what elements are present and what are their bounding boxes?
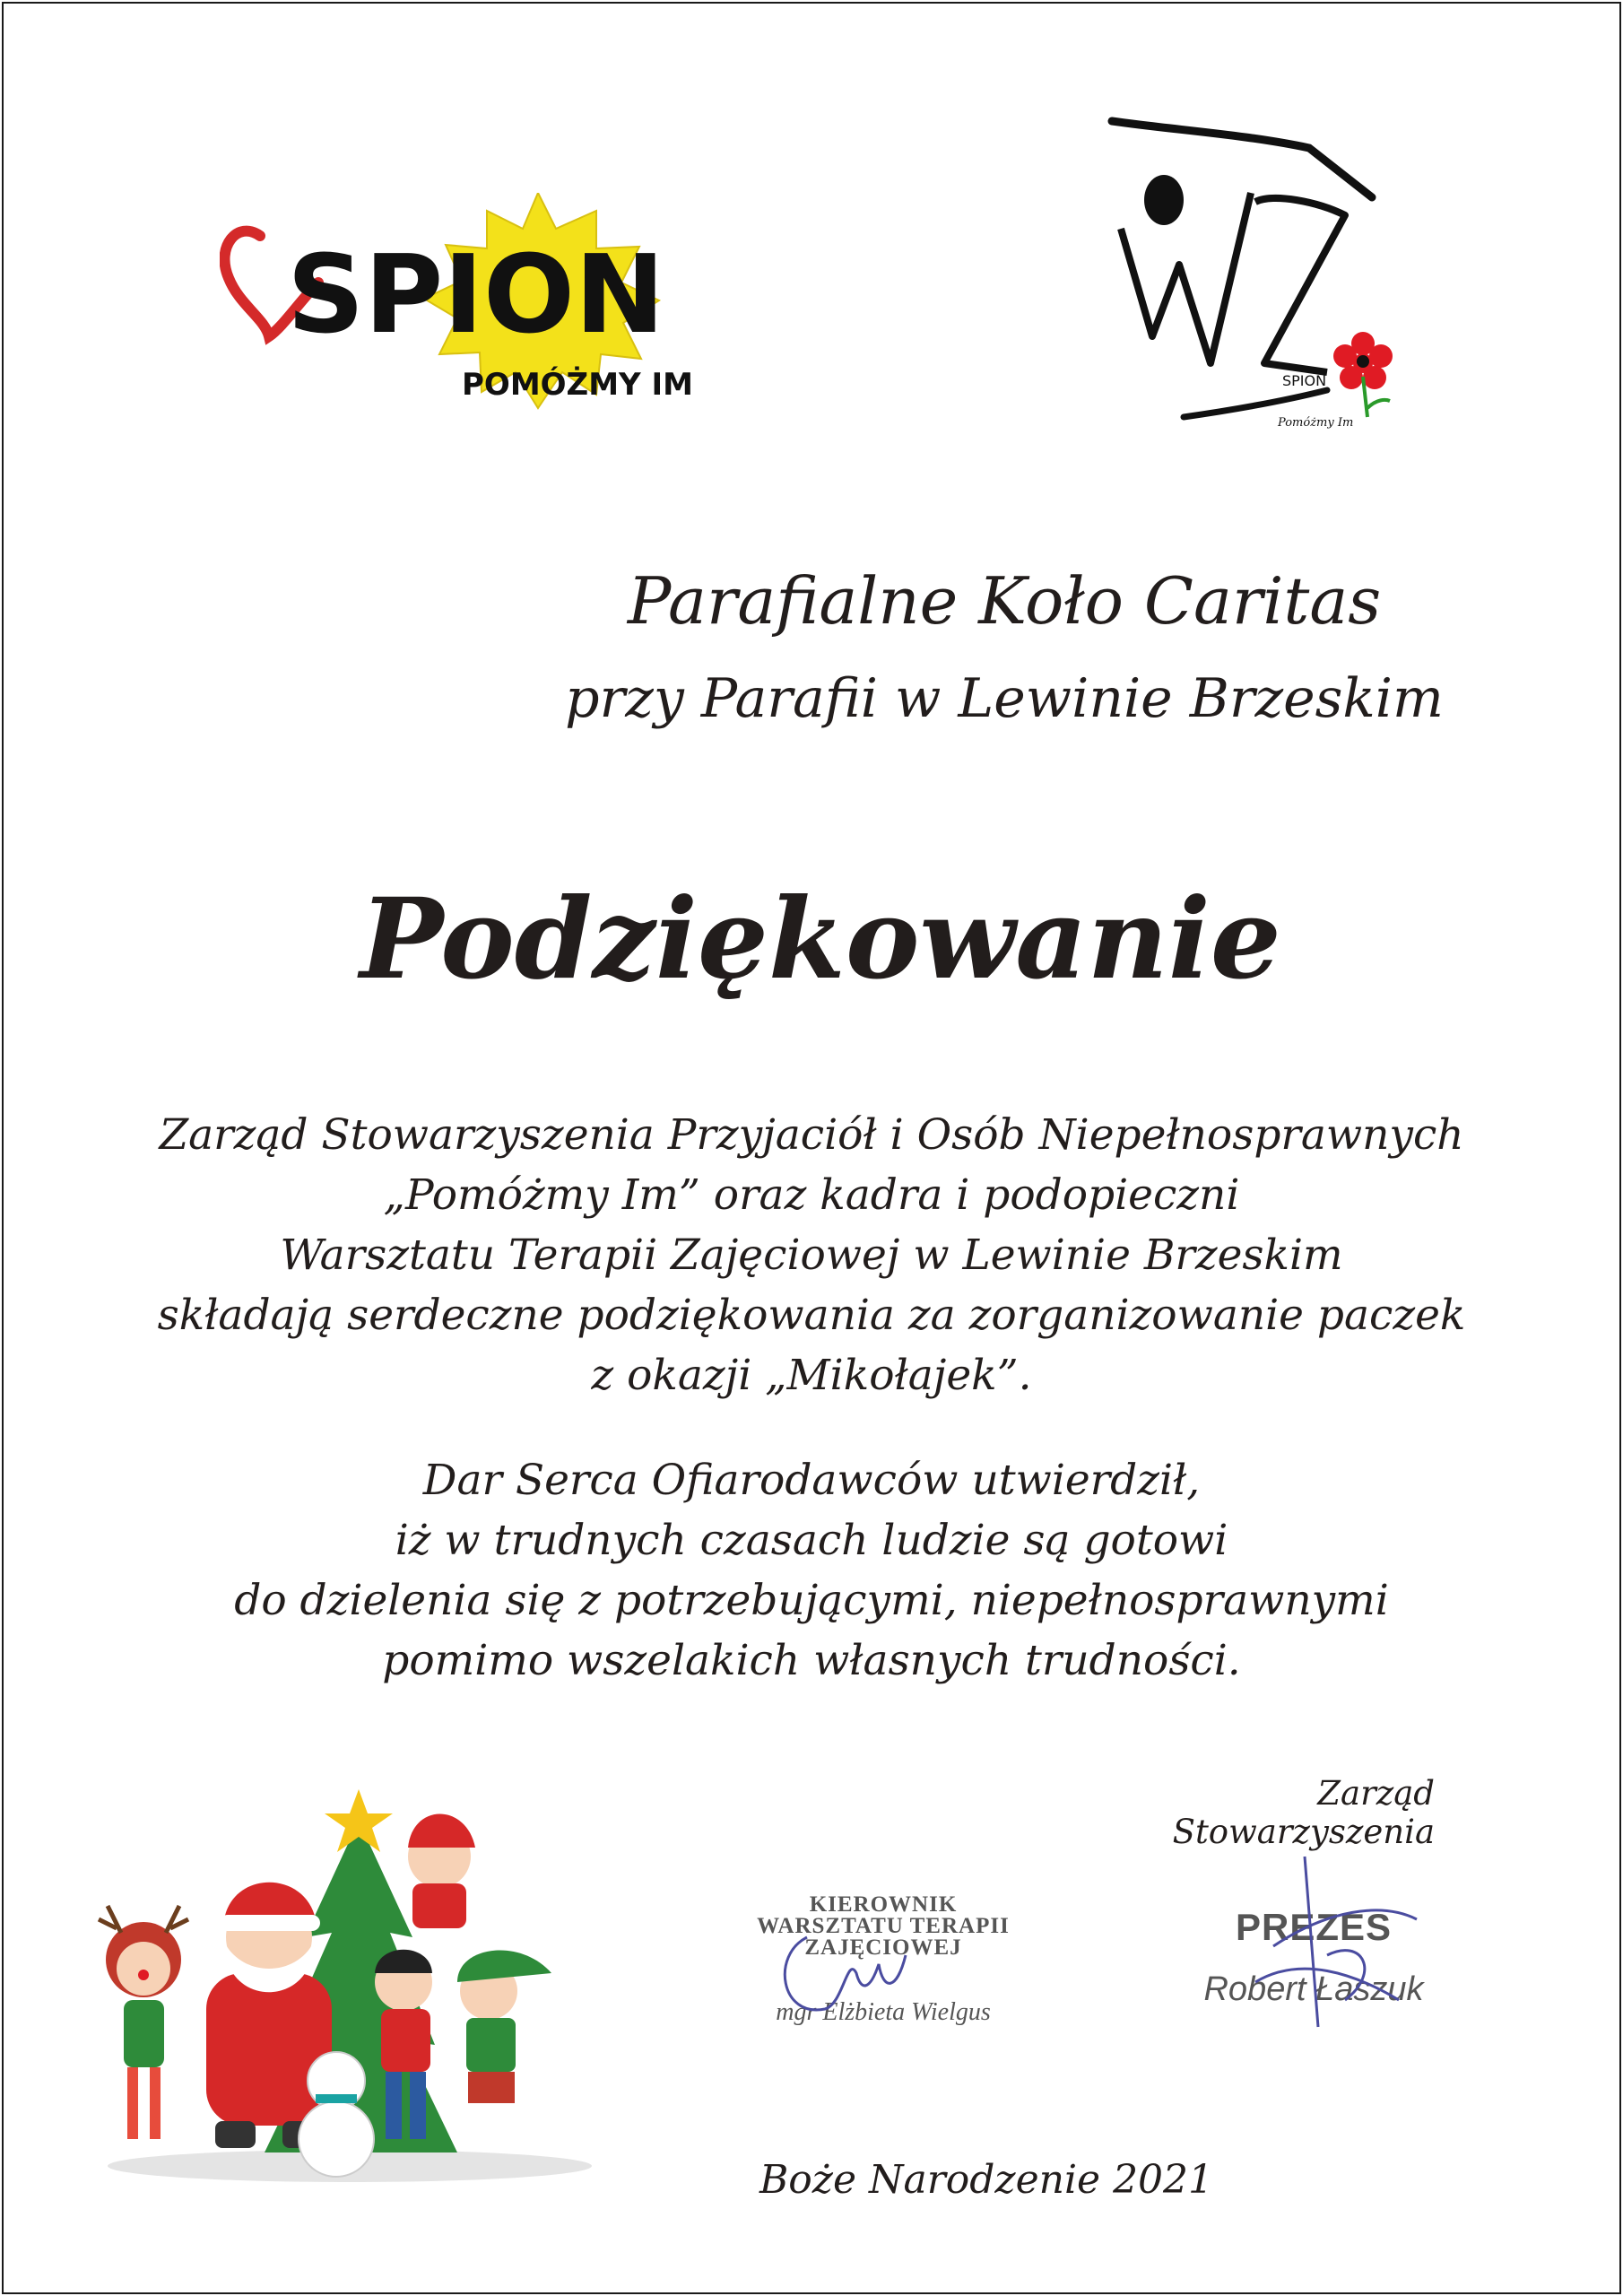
thanks-paragraph	[0, 1105, 1623, 1405]
paragraph-line: pomimo wszelakich własnych trudności.	[382, 1636, 1241, 1685]
stamp-line: WARSZTATU TERAPII	[757, 1914, 1010, 1938]
paragraph-line: do dzielenia się z potrzebującymi, niepełnosprawnymi	[234, 1576, 1389, 1625]
wtz-subtitle: SPION	[1282, 372, 1327, 389]
footer-date: Boże Narodzenie 2021	[759, 2157, 1214, 2203]
christmas-illustration	[81, 1785, 610, 2197]
flower-icon	[1333, 332, 1393, 417]
spion-wordmark: SPION	[287, 233, 665, 358]
wtz-tagline: Pomóżmy Im	[1278, 416, 1354, 430]
elf-boy-icon	[408, 1814, 475, 1929]
santa-icon	[206, 1883, 332, 2148]
paragraph-line: iż w trudnych czasach ludzie są gotowi	[395, 1516, 1228, 1565]
paragraph-line: składają serdeczne podziękowania za zorganizowanie paczek	[157, 1291, 1466, 1340]
snowman-icon	[299, 2052, 374, 2177]
wtz-logo	[1103, 112, 1417, 439]
page-title: Podziękowanie	[360, 874, 1281, 1004]
paragraph-line: z okazji „Mikołajek”.	[591, 1351, 1032, 1400]
manager-name: mgr Elżbieta Wielgus	[776, 1998, 991, 2026]
spion-logo	[220, 193, 744, 430]
figure-head-icon	[1144, 175, 1184, 225]
elf-icon	[457, 1951, 551, 2144]
president-title: PREZES	[1235, 1906, 1393, 1948]
spion-tagline: POMÓŻMY IM	[462, 367, 693, 403]
president-name: Robert Łaszuk	[1203, 1970, 1424, 2008]
organization-title: Parafialne Koło Caritas	[627, 563, 1382, 639]
paragraph-line: Dar Serca Ofiarodawców utwierdził,	[422, 1456, 1201, 1505]
girl-reindeer-icon	[99, 1906, 188, 2139]
organization-subtitle: przy Parafii w Lewinie Brzeskim	[565, 667, 1444, 730]
paragraph-line: Zarząd Stowarzyszenia Przyjaciół i Osób Niepełnosprawnych	[159, 1110, 1464, 1160]
paragraph-line: „Pomóżmy Im” oraz kadra i podopieczni	[383, 1170, 1240, 1220]
gift-paragraph	[0, 1450, 1623, 1691]
manager-signature	[771, 1919, 950, 2027]
paragraph-line: Warsztatu Terapii Zajęciowej w Lewinie Brzeskim	[280, 1231, 1343, 1280]
stamp-line: KIEROWNIK	[809, 1892, 958, 1917]
stamp-line: ZAJĘCIOWEJ	[804, 1935, 962, 1960]
board-label: Zarząd Stowarzyszenia	[1172, 1774, 1435, 1851]
president-signature	[1219, 1848, 1444, 2036]
